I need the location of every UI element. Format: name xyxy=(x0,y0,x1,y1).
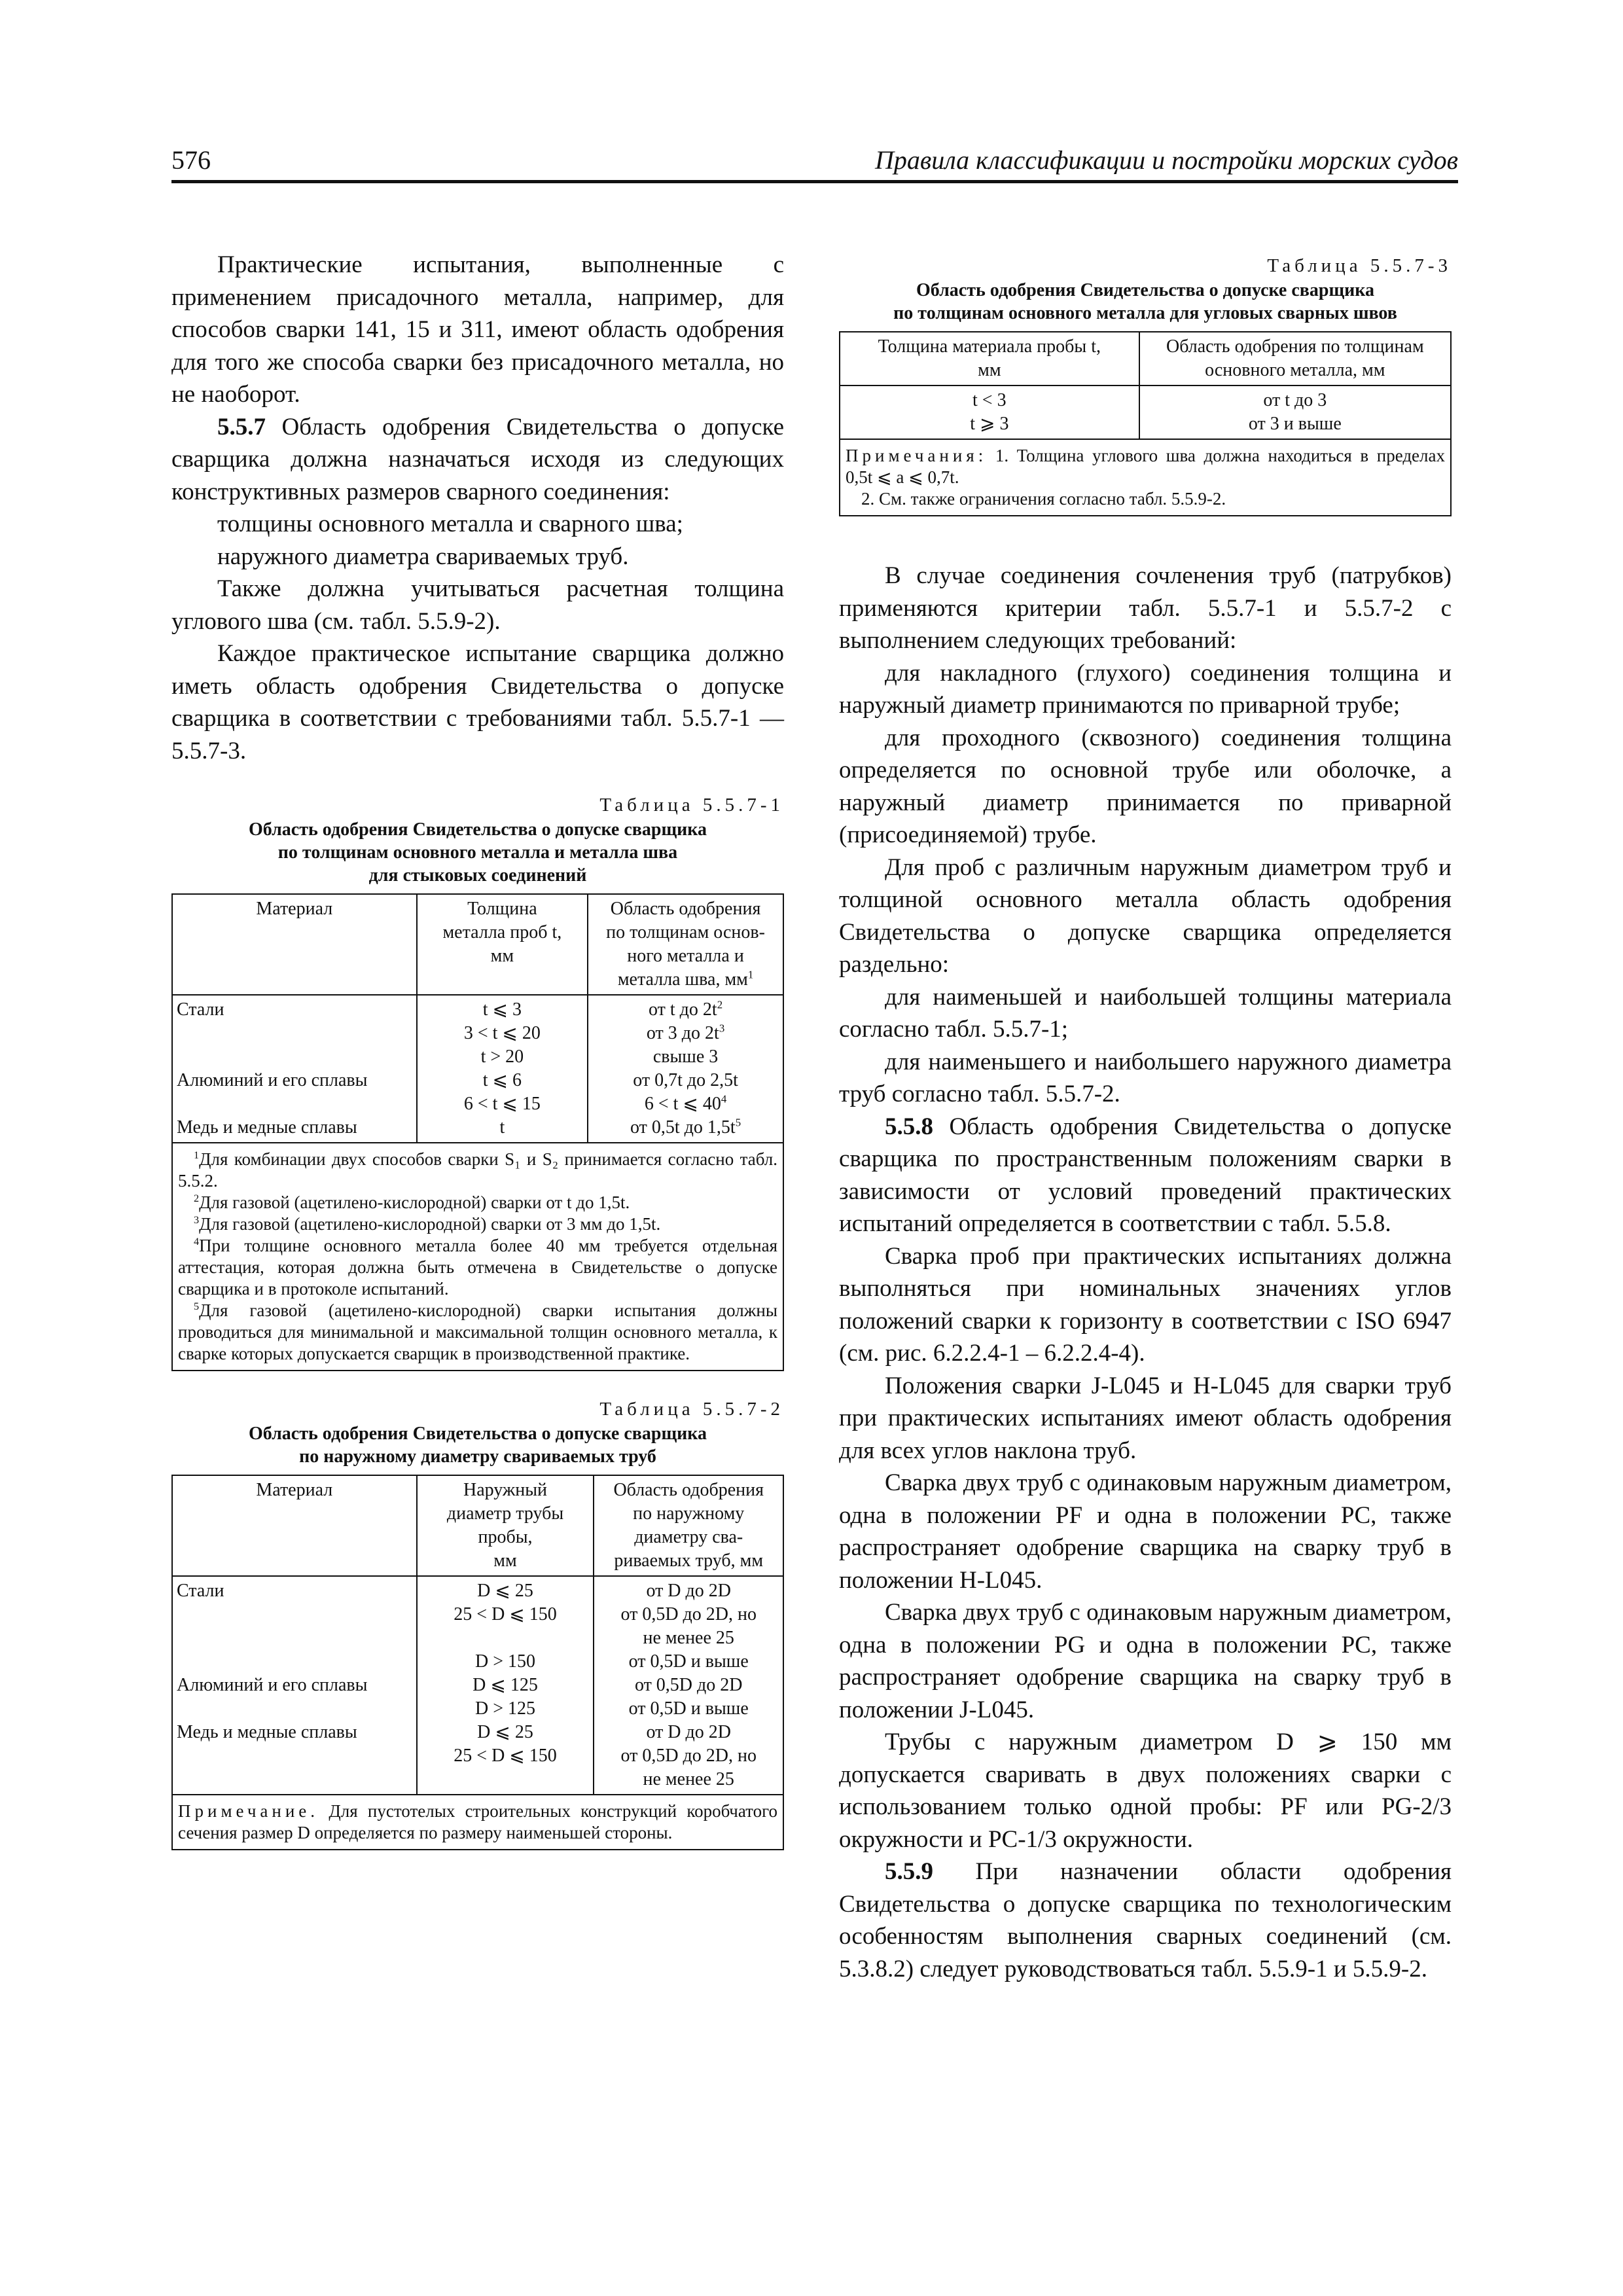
table-header-row xyxy=(172,1475,783,1576)
cell-text: от t до 3 xyxy=(1263,390,1327,410)
table-header-row xyxy=(840,332,1451,386)
footnote-mark: 3 xyxy=(719,1022,725,1035)
table-5-5-7-2 xyxy=(171,1397,784,1850)
paragraph: В случае соединения сочленения труб (патрубков) применяются критерии табл. 5.5.7-1 и 5.5.7-2 с выполнением следующих требований: xyxy=(839,562,1452,654)
cell-text: Стали xyxy=(177,999,224,1020)
cell-text: t ⩾ 3 xyxy=(970,414,1009,434)
paragraph: толщины основного металла и сварного шва; xyxy=(217,511,683,537)
data-table xyxy=(839,331,1452,516)
header-text: мм xyxy=(493,1551,517,1571)
footnote xyxy=(178,1235,777,1300)
paragraph: Сварка двух труб с одинаковым наружным диаметром, одна в положении PF и одна в положении PC, также распространяет одобрение сварщика на сварку труб в положении H-L045. xyxy=(839,1469,1452,1594)
header-text: пробы, xyxy=(478,1527,533,1547)
footnote xyxy=(178,1300,777,1365)
paragraph-text: Область одобрения Свидетельства о допуске сварщика должна назначаться исходя из следующих конструктивных размеров сварного соединения: xyxy=(171,413,784,505)
column-header xyxy=(594,1475,783,1576)
column-header xyxy=(588,894,783,995)
table-number: Таблица 5.5.7-2 xyxy=(599,1399,784,1420)
footnote-mark: 4 xyxy=(194,1236,200,1247)
cell-text: Алюминий и его сплавы xyxy=(177,1675,368,1695)
footnote-mark: 1 xyxy=(194,1149,200,1161)
header-text: Область одобрения xyxy=(610,899,761,919)
header-text: по толщинам основ- xyxy=(606,922,765,942)
header-text: Толщина xyxy=(467,899,537,919)
table-number: Таблица 5.5.7-3 xyxy=(1267,255,1452,276)
cell-text: от D до 2D xyxy=(646,1722,731,1742)
footnote-mark: 5 xyxy=(735,1116,741,1129)
cell-text: t < 3 xyxy=(972,390,1007,410)
paragraph-5-5-7 xyxy=(171,411,784,509)
table-notes xyxy=(172,1143,783,1371)
running-title: Правила классификации и постройки морских судов xyxy=(874,145,1458,175)
cell-text: t ⩽ 3 xyxy=(482,999,522,1020)
section-number: 5.5.9 xyxy=(885,1858,933,1885)
header-rule xyxy=(171,180,1458,183)
table-cell xyxy=(172,1576,417,1795)
footnote-mark: 5 xyxy=(194,1300,200,1312)
header-text: металла шва, мм xyxy=(617,969,748,990)
cell-text: Медь и медные сплавы xyxy=(177,1722,357,1742)
table-cell xyxy=(172,995,417,1143)
footnote-mark: 2 xyxy=(194,1193,200,1204)
table-notes-row xyxy=(172,1795,783,1850)
table-header-row xyxy=(172,894,783,995)
header-text: Материал xyxy=(256,899,333,919)
cell-text: 3 < t ⩽ 20 xyxy=(463,1023,541,1043)
header-text: Наружный xyxy=(463,1480,548,1500)
cell-value: от t до 2t xyxy=(649,999,717,1020)
footnote-text: Для газовой (ацетилено-кислородной) сварки от t до 1,5t. xyxy=(199,1193,630,1212)
header-text: основного металла, мм xyxy=(1205,360,1385,380)
column-header xyxy=(417,1475,594,1576)
table-5-5-7-1 xyxy=(171,793,784,1371)
table-cell xyxy=(417,1576,594,1795)
page-number: 576 xyxy=(171,145,211,175)
section-number: 5.5.7 xyxy=(217,413,266,440)
note-text: 1. Толщина углового шва должна находиться в пределах 0,5t ⩽ a ⩽ 0,7t. xyxy=(846,446,1445,487)
paragraph: для накладного (глухого) соединения толщина и наружный диаметр принимаются по приварной трубе; xyxy=(839,659,1452,719)
data-table xyxy=(171,893,784,1371)
paragraph: Трубы с наружным диаметром D ⩾ 150 мм допускается сваривать в двух положениях сварки с использованием только одной пробы: PF или PG-2/3 окружности и PC-1/3 окружности. xyxy=(839,1729,1452,1853)
footnote-text: Для комбинации двух способов сварки S₁ и S₂ принимается согласно табл. 5.5.2. xyxy=(178,1149,777,1191)
table-title-line: для стыковых соединений xyxy=(368,865,587,886)
table-number: Таблица 5.5.7-1 xyxy=(599,795,784,816)
paragraph: для проходного (сквозного) соединения толщина определяется по основной трубе или оболочке, а наружный диаметр принимается по приварной (присоединяемой) трубе. xyxy=(839,724,1452,848)
cell-text: D > 150 xyxy=(475,1651,536,1672)
cell-text: 6 < t ⩽ 15 xyxy=(463,1094,541,1114)
paragraph: для наименьшей и наибольшей толщины материала согласно табл. 5.5.7-1; xyxy=(839,983,1452,1043)
table-cell xyxy=(1139,386,1451,439)
cell-text: t xyxy=(499,1117,505,1138)
cell-text: от 3 и выше xyxy=(1248,414,1342,434)
note-text: 2. См. также ограничения согласно табл. 5.5.9-2. xyxy=(861,489,1226,509)
cell-text: 25 < D ⩽ 150 xyxy=(454,1746,557,1766)
table-cell xyxy=(594,1576,783,1795)
cell-text: Стали xyxy=(177,1581,224,1601)
table-title-line: Область одобрения Свидетельства о допуске сварщика xyxy=(916,280,1374,300)
note-label: Примечание. xyxy=(178,1801,319,1821)
footnote xyxy=(178,1192,777,1213)
note xyxy=(846,445,1445,488)
cell-text: от 0,5D и выше xyxy=(628,1698,749,1719)
cell-text: не менее 25 xyxy=(643,1628,734,1648)
cell-text: от D до 2D xyxy=(646,1581,731,1601)
cell-text: D ⩽ 25 xyxy=(477,1722,533,1742)
column-header xyxy=(417,894,588,995)
table-cell xyxy=(588,995,783,1143)
footnote xyxy=(178,1149,777,1192)
table-title-line: по толщинам основного металла и металла шва xyxy=(277,842,678,863)
footnote-text: Для газовой (ацетилено-кислородной) сварки от 3 мм до 1,5t. xyxy=(199,1214,661,1234)
column-header xyxy=(172,1475,417,1576)
note-label: Примечания: xyxy=(846,446,988,465)
table-note xyxy=(172,1795,783,1850)
cell-text: D ⩽ 125 xyxy=(473,1675,538,1695)
header-text: мм xyxy=(978,360,1001,380)
table-title-line: по толщинам основного металла для угловых сварных швов xyxy=(893,303,1397,323)
table-title xyxy=(171,1422,784,1468)
cell-text: 25 < D ⩽ 150 xyxy=(454,1604,557,1624)
table-row xyxy=(172,995,783,1143)
cell-text: от 0,5D до 2D xyxy=(634,1675,743,1695)
header-text: диаметру сва- xyxy=(634,1527,743,1547)
footnote-text: При толщине основного металла более 40 мм требуется отдельная аттестация, которая должна быть отмечена в Свидетельстве о допуске сварщика и в протоколе испытаний. xyxy=(178,1236,777,1299)
cell-text xyxy=(592,1022,779,1045)
cell-text: от 0,5D до 2D, но xyxy=(620,1746,757,1766)
section-number: 5.5.8 xyxy=(885,1113,933,1140)
table-title-line: по наружному диаметру свариваемых труб xyxy=(299,1446,656,1467)
table-notes-row xyxy=(172,1143,783,1371)
cell-text xyxy=(592,1092,779,1116)
footnote-mark: 2 xyxy=(717,998,723,1011)
right-column xyxy=(839,254,1452,1985)
cell-text: не менее 25 xyxy=(643,1769,734,1789)
header-text xyxy=(592,968,779,992)
cell-text: от 0,7t до 2,5t xyxy=(633,1070,738,1090)
paragraph: наружного диаметра свариваемых труб. xyxy=(217,543,629,570)
table-title-line: Область одобрения Свидетельства о допуске сварщика xyxy=(249,819,707,840)
footnote-text: Для газовой (ацетилено-кислородной) сварки испытания должны проводиться для минимальной и максимальной толщин основного металла, к сварке которых допускается сварщик в производственной практике. xyxy=(178,1300,777,1363)
paragraph-5-5-9 xyxy=(839,1856,1452,1985)
paragraph: для наименьшего и наибольшего наружного диаметра труб согласно табл. 5.5.7-2. xyxy=(839,1048,1452,1107)
footnote xyxy=(178,1213,777,1235)
paragraph: Практические испытания, выполненные с применением присадочного металла, например, для способов сварки 141, 15 и 311, имеют область одобрения для того же способа сварки без присадочного металла, но не наоборот. xyxy=(171,251,784,408)
cell-text: Алюминий и его сплавы xyxy=(177,1070,368,1090)
cell-text: от 0,5D и выше xyxy=(628,1651,749,1672)
cell-text: t ⩽ 6 xyxy=(482,1070,522,1090)
cell-text: свыше 3 xyxy=(652,1047,719,1067)
paragraph: Положения сварки J-L045 и H-L045 для сварки труб при практических испытаниях имеют область одобрения для всех углов наклона труб. xyxy=(839,1372,1452,1464)
header-text: Материал xyxy=(256,1480,333,1500)
paragraph: Для проб с различным наружным диаметром труб и толщиной основного металла область одобрения Свидетельства о допуске сварщика определяется раздельно: xyxy=(839,853,1452,978)
paragraph-text: При назначении области одобрения Свидетельства о допуске сварщика по технологическим особенностям выполнения сварных соединений (см. 5.3.8.2) следует руководствоваться табл. 5.5.9-1 и 5.5.9-2. xyxy=(839,1858,1452,1982)
column-header xyxy=(172,894,417,995)
footnote-mark: 1 xyxy=(747,968,754,981)
paragraph: Сварка проб при практических испытаниях должна выполняться при номинальных значениях углов положений сварки к горизонту в соответствии с ISO 6947 (см. рис. 6.2.2.4-1 – 6.2.2.4-4). xyxy=(839,1242,1452,1367)
header-text: Толщина материала пробы t, xyxy=(878,336,1101,357)
header-text: мм xyxy=(490,946,514,966)
footnote-mark: 3 xyxy=(194,1214,200,1226)
header-text: металла проб t, xyxy=(442,922,562,942)
header-text: риваемых труб, мм xyxy=(614,1551,764,1571)
table-cell xyxy=(417,995,588,1143)
cell-text xyxy=(592,1116,779,1139)
cell-value: 6 < t ⩽ 40 xyxy=(644,1094,721,1114)
table-row xyxy=(172,1576,783,1795)
column-header xyxy=(840,332,1139,386)
table-cell xyxy=(840,386,1139,439)
table-notes xyxy=(840,439,1451,516)
paragraph: Каждое практическое испытание сварщика должно иметь область одобрения Свидетельства о допуске сварщика в соответствии с требованиями табл. 5.5.7-1 — 5.5.7-3. xyxy=(171,640,784,764)
header-text: ного металла и xyxy=(627,946,744,966)
footnote-mark: 4 xyxy=(721,1092,727,1105)
left-column xyxy=(171,249,784,1850)
cell-text: Медь и медные сплавы xyxy=(177,1117,357,1138)
table-title-line: Область одобрения Свидетельства о допуске сварщика xyxy=(249,1424,707,1444)
table-row xyxy=(840,386,1451,439)
table-5-5-7-3 xyxy=(839,254,1452,516)
paragraph-5-5-8 xyxy=(839,1111,1452,1240)
page-header xyxy=(171,143,1458,179)
paragraph-text: Область одобрения Свидетельства о допуске сварщика по пространственным положениям сварки в зависимости от условий проведений практических испытаний определяется в соответствии с табл. 5.5.8. xyxy=(839,1113,1452,1237)
data-table xyxy=(171,1475,784,1850)
cell-text xyxy=(592,998,779,1022)
table-title xyxy=(171,818,784,887)
header-text: Область одобрения xyxy=(613,1480,764,1500)
table-title xyxy=(839,279,1452,325)
cell-value: от 3 до 2t xyxy=(646,1023,719,1043)
paragraph: Сварка двух труб с одинаковым наружным диаметром, одна в положении PG и одна в положении PC, также распространяет одобрение сварщика на сварку труб в положении J-L045. xyxy=(839,1599,1452,1723)
cell-value: от 0,5t до 1,5t xyxy=(630,1117,736,1138)
column-header xyxy=(1139,332,1451,386)
paragraph: Также должна учитываться расчетная толщина углового шва (см. табл. 5.5.9-2). xyxy=(171,575,784,635)
cell-text: t > 20 xyxy=(480,1047,524,1067)
header-text: по наружному xyxy=(633,1503,745,1524)
cell-text: D > 125 xyxy=(475,1698,536,1719)
note-text: Для пустотелых строительных конструкций коробчатого сечения размер D определяется по размеру наименьшей стороны. xyxy=(178,1801,777,1842)
cell-text: D ⩽ 25 xyxy=(477,1581,533,1601)
header-text: диаметр трубы xyxy=(446,1503,564,1524)
header-text: Область одобрения по толщинам xyxy=(1166,336,1424,357)
cell-text: от 0,5D до 2D, но xyxy=(620,1604,757,1624)
table-notes-row xyxy=(840,439,1451,516)
